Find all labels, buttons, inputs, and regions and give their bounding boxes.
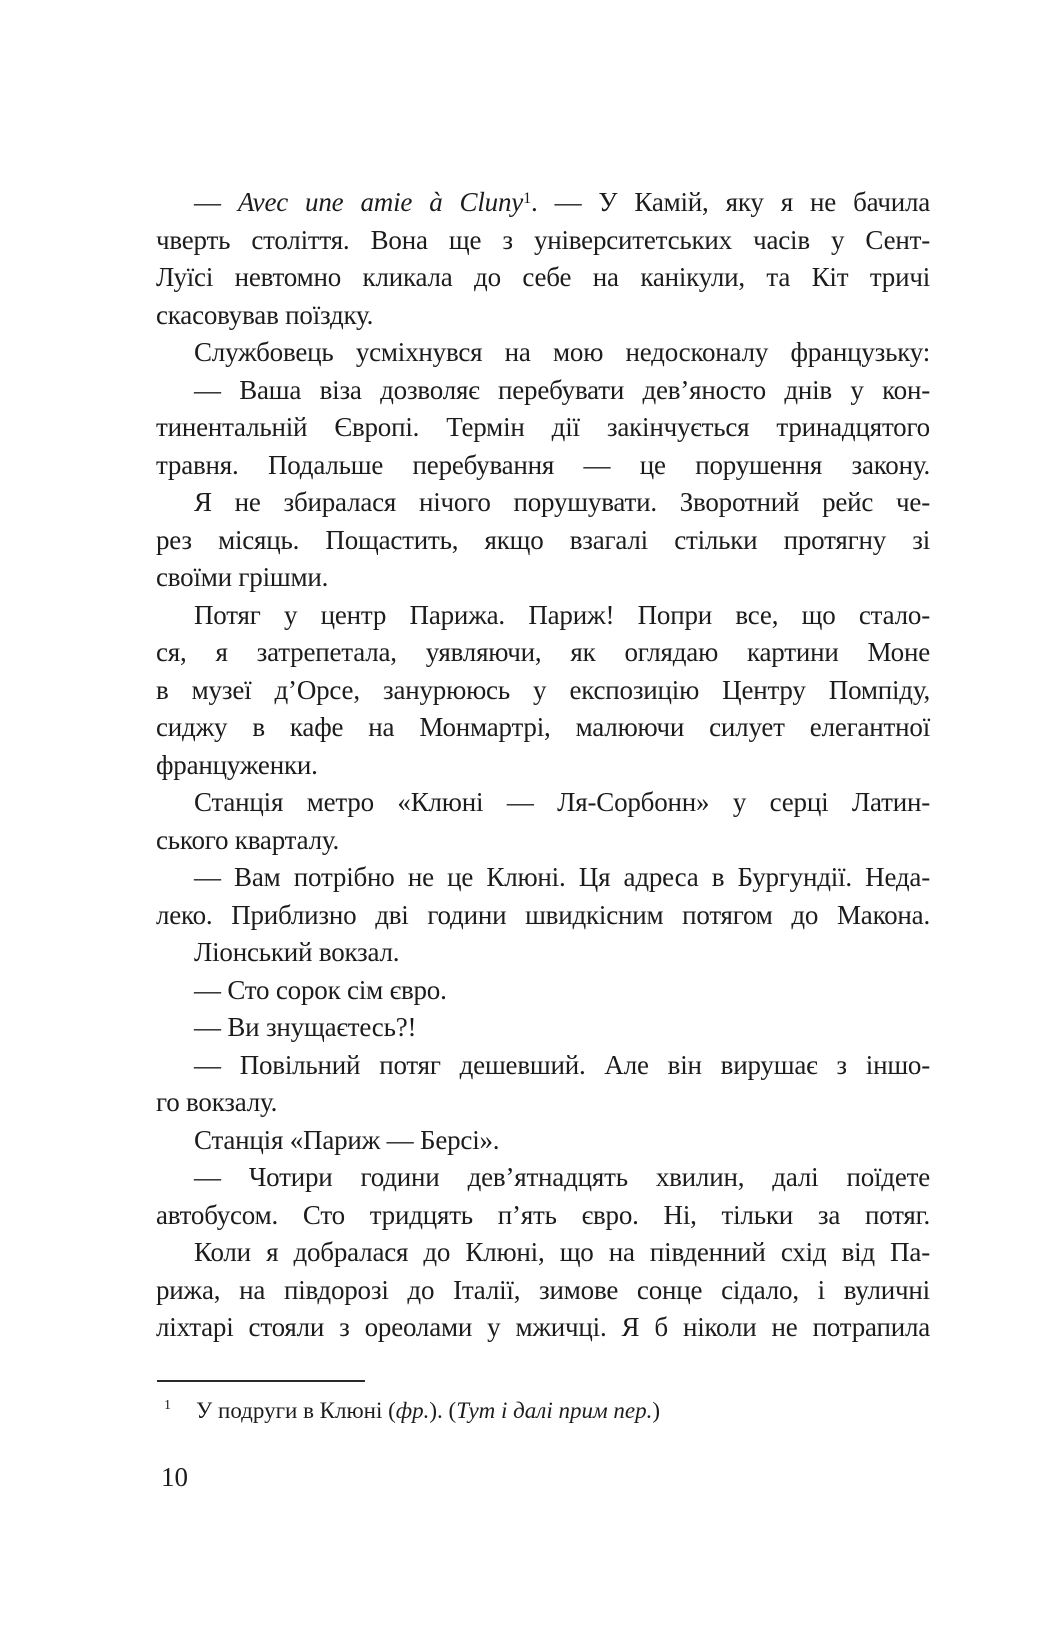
text-line: ліхтарі стояли з ореолами у мжичці. Я б ніколи не потрапила (156, 1312, 930, 1342)
text-line: скасовував поїздку. (156, 299, 374, 330)
text-line: — Avec une amie à Cluny$^1$. — У Камій, яку я не бачила (194, 187, 931, 217)
text-line: тинентальній Європі. Термін дії закінчується тринадцятого (156, 412, 930, 442)
text-line: сиджу в кафе на Монмартрі, малюючи силует елегантної (156, 712, 930, 742)
text-line: — Ваша віза дозволяє перебувати дев’яносто днів у кон- (194, 374, 930, 405)
footnote-separator (157, 1380, 365, 1382)
paragraph (156, 184, 930, 334)
text-line: рижа, на півдорозі до Італії, зимове сонце сідало, і вуличні (156, 1274, 930, 1305)
paragraph (156, 1159, 930, 1234)
paragraph (156, 484, 930, 597)
text-line: го вокзалу. (156, 1087, 278, 1117)
paragraph (156, 784, 930, 859)
text-line: Я не збиралася нічого порушувати. Зворотний рейс че- (194, 487, 930, 517)
page-number: 10 (161, 1462, 188, 1492)
text-line: — Чотири години дев’ятнадцять хвилин, далі поїдете (194, 1162, 930, 1192)
paragraph (156, 859, 930, 934)
footnote-text: У подруги в Клюні (фр.). (Тут і далі прим пер.) (196, 1398, 661, 1423)
text-line: — Повільний потяг дешевший. Але він вирушає з іншо- (194, 1049, 930, 1080)
text-line: своїми грішми. (156, 562, 329, 592)
text-line: Ліонський вокзал. (194, 937, 400, 967)
text-line: — Сто сорок сім євро. (194, 974, 447, 1005)
paragraph (156, 1234, 930, 1347)
text-block (156, 184, 930, 1347)
text-line: рез місяць. Пощастить, якщо взагалі стільки протягну зі (156, 524, 930, 555)
paragraph (156, 1122, 930, 1160)
paragraph (156, 934, 930, 972)
text-line: Службовець усміхнувся на мою недосконалу французьку: (194, 337, 930, 367)
paragraph (156, 597, 930, 785)
text-line: Луїсі невтомно кликала до себе на канікули, та Кіт тричі (156, 262, 930, 292)
text-line: травня. Подальше перебування — це порушення закону. (156, 449, 930, 480)
text-line: Станція «Париж — Берсі». (194, 1124, 500, 1155)
text-line: леко. Приблизно дві години швидкісним потягом до Макона. (156, 899, 930, 930)
footnote-marker: 1 (164, 1398, 171, 1413)
text-line: француженки. (156, 749, 318, 780)
paragraph (156, 972, 930, 1010)
text-line: автобусом. Сто тридцять п’ять євро. Ні, тільки за потяг. (156, 1199, 930, 1230)
text-line: чверть століття. Вона ще з університетських часів у Сент- (156, 224, 930, 255)
paragraph (156, 1047, 930, 1122)
paragraph (156, 1009, 930, 1047)
text-line: ського кварталу. (156, 824, 340, 855)
paragraph (156, 372, 930, 485)
text-line: Потяг у центр Парижа. Париж! Попри все, що стало- (194, 599, 930, 630)
footnote (157, 1390, 931, 1427)
text-line: Коли я добралася до Клюні, що на південний схід від Па- (194, 1237, 930, 1267)
text-line: ся, я затрепетала, уявляючи, як оглядаю картини Моне (156, 637, 930, 667)
text-line: — Вам потрібно не це Клюні. Ця адреса в Бургундії. Неда- (194, 862, 930, 892)
text-line: — Ви знущаєтесь?! (194, 1012, 417, 1042)
text-line: Станція метро «Клюні — Ля-Сорбонн» у серці Латин- (194, 787, 930, 817)
text-line: в музеї д’Орсе, занурююсь у експозицію Центру Помпіду, (156, 674, 930, 705)
paragraph (156, 334, 930, 372)
